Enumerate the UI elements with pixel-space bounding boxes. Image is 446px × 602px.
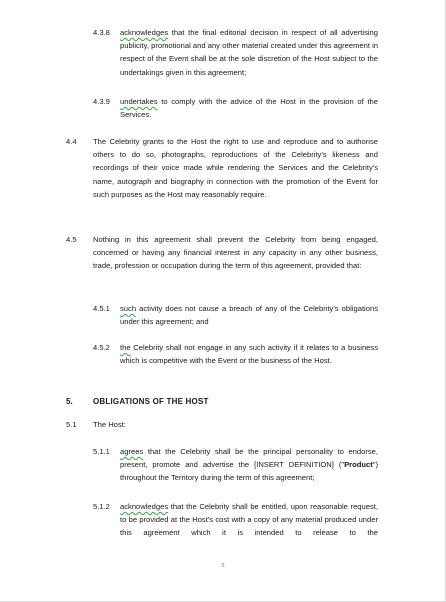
clause-number: 4.5.2: [93, 343, 110, 352]
clause-4-4-text: The Celebrity grants to the Host the right to use and reproduce and to authorise others to do so, photographs, reproductions of the Celebrity's likeness and recordings of their voice made while rendering the Services and the Celebrity's name, autograph and biography in connection with the promotion of the Event for such purposes as the Host may reasonably require.: [93, 137, 378, 199]
clause-5-1-1-text: [120, 445, 378, 485]
clause-5-1-text: The Host:: [93, 420, 126, 429]
clause-number: 5.1.2: [93, 502, 110, 511]
clause-body: that the Celebrity shall be the principal personality to endorse, present, promote and advertise the [INSERT DEFINITION] (": [120, 447, 378, 470]
keyword: the: [120, 343, 131, 352]
clause-number: 4.3.9: [93, 97, 110, 106]
keyword: acknowledges: [120, 28, 169, 37]
clause-number: 4.3.8: [93, 28, 110, 37]
clause-number: 5.1.1: [93, 447, 110, 456]
clause-body: to comply with the advice of the Host in the provision of the Services.: [120, 97, 378, 120]
section-number: 5.: [66, 397, 73, 406]
clause-4-5-1-text: [120, 302, 378, 328]
clause-number: 4.4: [66, 137, 77, 146]
clause-5-1-2-text: [120, 500, 378, 540]
clause-body: Celebrity shall not engage in any such activity if it relates to a business which is competitive with the Event or the business of the Host.: [120, 343, 378, 366]
clause-4-3-9-text: [120, 95, 378, 121]
clause-number: 4.5.1: [93, 304, 110, 313]
keyword: agrees: [120, 447, 144, 456]
clause-body-end: ") throughout the Territory during the term of this agreement;: [120, 460, 378, 483]
clause-4-3-8-text: [120, 26, 378, 79]
keyword: acknowledges: [120, 502, 169, 511]
clause-number: 5.1: [66, 420, 77, 429]
keyword: undertakes: [120, 97, 158, 106]
clause-4-5-2-text: [120, 341, 378, 367]
clause-number: 4.5: [66, 235, 77, 244]
defined-term: Product: [344, 460, 373, 470]
clause-body: activity does not cause a breach of any of the Celebrity's obligations under this agreement; and: [120, 304, 378, 327]
clause-body: that the Celebrity shall be entitled, upon reasonable request, to be provided at the Host's cost with a copy of any material produced under this agreement which it is intended to release to the: [120, 502, 378, 538]
section-heading: OBLIGATIONS OF THE HOST: [93, 397, 209, 406]
clause-body: that the final editorial decision in respect of all advertising publicity, promotional and any other material created under this agreement in respect of the Event shall be at the sole discretion of the Host subject to the undertakings given in this agreement;: [120, 28, 378, 77]
page-number: 5: [221, 563, 225, 569]
keyword: such: [120, 304, 137, 313]
clause-4-5-text: Nothing in this agreement shall prevent the Celebrity from being engaged, concerned or having any financial interest in any capacity in any other business, trade, profession or occupation during the term of this agreement, provided that:: [93, 235, 378, 271]
